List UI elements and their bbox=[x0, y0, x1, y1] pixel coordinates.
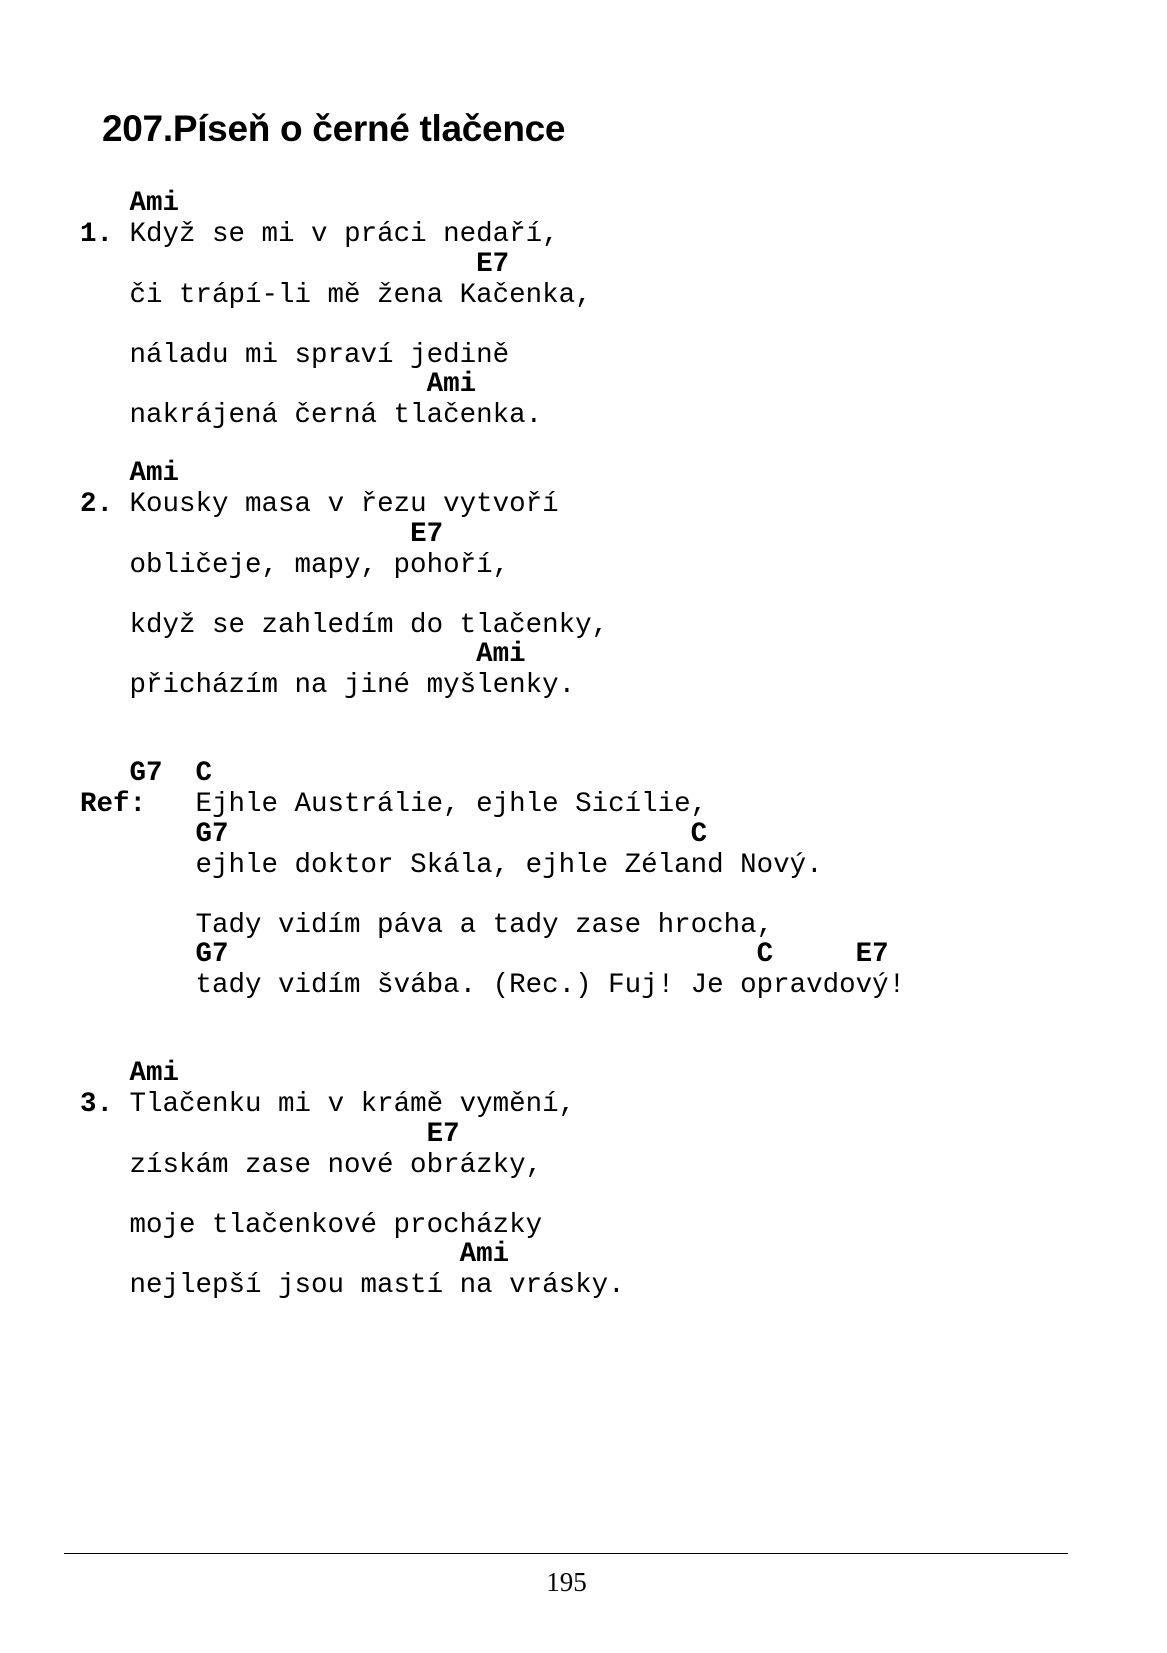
lyric-line bbox=[80, 610, 608, 641]
chord-line bbox=[80, 458, 179, 489]
lyric-line bbox=[80, 1150, 542, 1181]
chord: Ami bbox=[129, 458, 180, 489]
chord: E7 bbox=[476, 249, 510, 280]
chord-line bbox=[80, 369, 476, 400]
lyric-text: Když se mi v práci nedaří, bbox=[129, 219, 559, 250]
chord-line bbox=[80, 939, 889, 970]
lyric-text: moje tlačenkové procházky bbox=[129, 1210, 543, 1241]
chord-line bbox=[80, 1239, 509, 1270]
chord: Ami bbox=[476, 639, 526, 670]
lyric-text: Ejhle Austrálie, ejhle Sicílie, bbox=[195, 789, 708, 820]
lyric-text: Kousky masa v řezu vytvoří bbox=[129, 489, 559, 520]
lyric-line bbox=[80, 789, 707, 820]
refrain-label: Ref: bbox=[80, 789, 147, 820]
lyric-text: Tlačenku mi v krámě vymění, bbox=[129, 1089, 576, 1120]
lyric-line bbox=[80, 1089, 575, 1120]
verse-number: 3. bbox=[80, 1089, 114, 1120]
chord: Ami bbox=[129, 1058, 180, 1089]
chord-line bbox=[80, 249, 509, 280]
lyric-text: Tady vidím páva a tady zase hrocha, bbox=[195, 910, 774, 941]
lyric-line bbox=[80, 1270, 625, 1301]
verse-number: 2. bbox=[80, 489, 114, 520]
song-sheet bbox=[80, 0, 1130, 1500]
lyric-text: ejhle doktor Skála, ejhle Zéland Nový. bbox=[195, 850, 823, 881]
lyric-line bbox=[80, 970, 905, 1001]
lyric-text: získám zase nové obrázky, bbox=[129, 1150, 543, 1181]
chord: Ami bbox=[426, 369, 477, 400]
chord-line bbox=[80, 188, 179, 219]
chord-line bbox=[80, 639, 526, 670]
lyric-text: obličeje, mapy, pohoří, bbox=[129, 550, 510, 581]
lyric-text: když se zahledím do tlačenky, bbox=[129, 610, 609, 641]
chord: G7 C bbox=[195, 819, 708, 850]
chord: G7 C E7 bbox=[195, 939, 889, 970]
page-number: 195 bbox=[546, 1567, 587, 1597]
chord-line bbox=[80, 819, 707, 850]
chord: G7 C bbox=[129, 758, 213, 789]
lyric-text: nejlepší jsou mastí na vrásky. bbox=[129, 1270, 625, 1301]
lyric-line bbox=[80, 670, 575, 701]
lyric-line bbox=[80, 340, 509, 371]
footer-rule bbox=[64, 1553, 1068, 1554]
lyric-text: tady vidím švába. (Rec.) Fuj! Je opravdový! bbox=[195, 970, 906, 1001]
lyric-text: náladu mi spraví jedině bbox=[129, 340, 510, 371]
lyric-line bbox=[80, 219, 559, 250]
chord: E7 bbox=[410, 519, 444, 550]
lyric-line bbox=[80, 550, 509, 581]
chord: E7 bbox=[426, 1119, 460, 1150]
lyric-line bbox=[80, 910, 773, 941]
chord-line bbox=[80, 519, 443, 550]
chord: Ami bbox=[459, 1239, 510, 1270]
lyric-line bbox=[80, 400, 542, 431]
chord-line bbox=[80, 1058, 179, 1089]
song-title: 207.Píseň o černé tlačence bbox=[102, 108, 566, 149]
chord-line bbox=[80, 1119, 460, 1150]
lyric-line bbox=[80, 850, 823, 881]
chord: Ami bbox=[129, 188, 180, 219]
lyric-line bbox=[80, 280, 592, 311]
lyric-text: nakrájená černá tlačenka. bbox=[129, 400, 543, 431]
lyric-line bbox=[80, 1210, 542, 1241]
lyric-line bbox=[80, 489, 559, 520]
lyric-text: přicházím na jiné myšlenky. bbox=[129, 670, 576, 701]
verse-number: 1. bbox=[80, 219, 114, 250]
chord-line bbox=[80, 758, 212, 789]
lyric-text: či trápí-li mě žena Kačenka, bbox=[129, 280, 592, 311]
